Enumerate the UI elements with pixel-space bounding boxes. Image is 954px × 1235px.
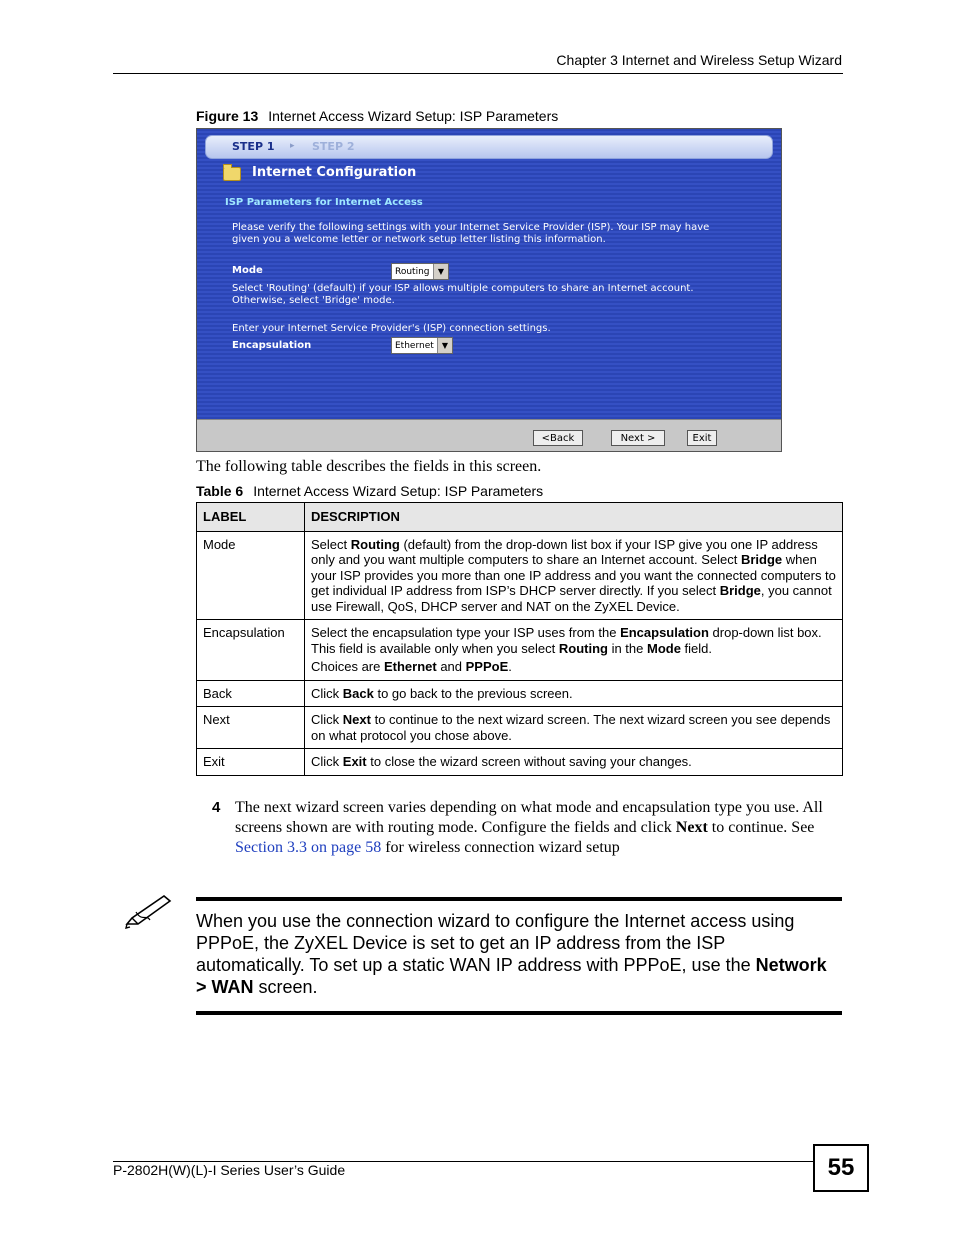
wizard-steps-bar <box>205 135 773 159</box>
row-label: Encapsulation <box>197 620 305 681</box>
table-row <box>197 531 843 620</box>
row-description: Click Exit to close the wizard screen without saving your changes. <box>305 749 843 776</box>
section-link[interactable]: Section 3.3 on page 58 <box>235 839 382 856</box>
table-row <box>197 620 843 681</box>
step-1-label: STEP 1 <box>232 140 275 153</box>
column-header-description: DESCRIPTION <box>305 503 843 532</box>
table-row <box>197 680 843 707</box>
wizard-button-bar <box>197 419 781 452</box>
next-button[interactable]: Next > <box>611 430 665 446</box>
intro-paragraph: The following table describes the fields in this screen. <box>196 458 542 475</box>
note-rule-top <box>196 897 842 901</box>
table-caption-text: Internet Access Wizard Setup: ISP Parameters <box>253 483 544 499</box>
parameters-table <box>196 502 843 776</box>
dropdown-arrow-icon: ▼ <box>433 264 448 279</box>
table-row <box>197 749 843 776</box>
chapter-header: Chapter 3 Internet and Wireless Setup Wizard <box>556 52 842 68</box>
mode-label: Mode <box>232 265 263 276</box>
note-rule-bottom <box>196 1011 842 1015</box>
mode-select-value: Routing <box>395 267 430 277</box>
folder-icon <box>223 167 241 181</box>
header-rule <box>113 73 843 74</box>
intro-line-1: Please verify the following settings with your Internet Service Provider (ISP). Your ISP may have <box>232 222 710 233</box>
table-row <box>197 707 843 749</box>
page-number: 55 <box>813 1144 869 1192</box>
table-header-row <box>197 503 843 532</box>
connection-intro: Enter your Internet Service Provider's (ISP) connection settings. <box>232 323 551 334</box>
table-label: Table 6 <box>196 483 244 499</box>
wizard-title: Internet Configuration <box>252 165 417 180</box>
row-label: Exit <box>197 749 305 776</box>
step-arrow-icon: ▸ <box>290 141 295 151</box>
row-description: Select Routing (default) from the drop-down list box if your ISP give you one IP address only and you want multiple computers to share an Internet account. Select Bridge when your ISP provides you more than one IP address and you want the connected computers to get individual IP address from ISP’s DHCP server directly. If you select Bridge, you cannot use Firewall, QoS, DHCP server and NAT on the ZyXEL Device. <box>305 531 843 620</box>
mode-help-line-1: Select 'Routing' (default) if your ISP allows multiple computers to share an Internet account. <box>232 283 694 294</box>
row-description: Click Back to go back to the previous screen. <box>305 680 843 707</box>
section-title: ISP Parameters for Internet Access <box>225 197 423 208</box>
mode-select[interactable] <box>391 263 449 280</box>
row-label: Back <box>197 680 305 707</box>
step-text: The next wizard screen varies depending on what mode and encapsulation type you use. All screens shown are with routing mode. Configure the fields and click Next to continue. See Section 3.3 on page 58 for wireless connection wizard setup <box>235 799 823 856</box>
row-label: Next <box>197 707 305 749</box>
guide-title: P-2802H(W)(L)-I Series User’s Guide <box>113 1162 346 1178</box>
step-number: 4 <box>212 799 221 816</box>
figure-caption <box>196 108 558 124</box>
note-text: When you use the connection wizard to configure the Internet access using PPPoE, the ZyXEL Device is set to get an IP address from the ISP automatically. To set up a static WAN IP address with PPPoE, use the Network > WAN screen. <box>196 911 827 997</box>
wizard-screenshot <box>196 128 782 452</box>
row-description: Select the encapsulation type your ISP uses from the Encapsulation drop-down list box. This field is available only when you select Routing in the Mode field. Choices are Ethernet and PPPoE. <box>305 620 843 681</box>
table-caption <box>196 483 543 499</box>
encapsulation-select-value: Ethernet <box>395 341 434 351</box>
row-description: Click Next to continue to the next wizard screen. The next wizard screen you see depends on what protocol you chose above. <box>305 707 843 749</box>
encapsulation-select[interactable] <box>391 337 453 354</box>
back-button[interactable]: <Back <box>533 430 583 446</box>
figure-caption-text: Internet Access Wizard Setup: ISP Parameters <box>268 108 559 124</box>
encapsulation-label: Encapsulation <box>232 340 312 351</box>
mode-help-line-2: Otherwise, select 'Bridge' mode. <box>232 295 395 306</box>
dropdown-arrow-icon: ▼ <box>437 338 452 353</box>
step-2-label: STEP 2 <box>312 140 355 153</box>
intro-line-2: given you a welcome letter or network setup letter listing this information. <box>232 234 606 245</box>
column-header-label: LABEL <box>197 503 305 532</box>
note-pencil-icon <box>124 892 174 932</box>
figure-label: Figure 13 <box>196 108 259 124</box>
row-label: Mode <box>197 531 305 620</box>
exit-button[interactable]: Exit <box>687 430 717 446</box>
